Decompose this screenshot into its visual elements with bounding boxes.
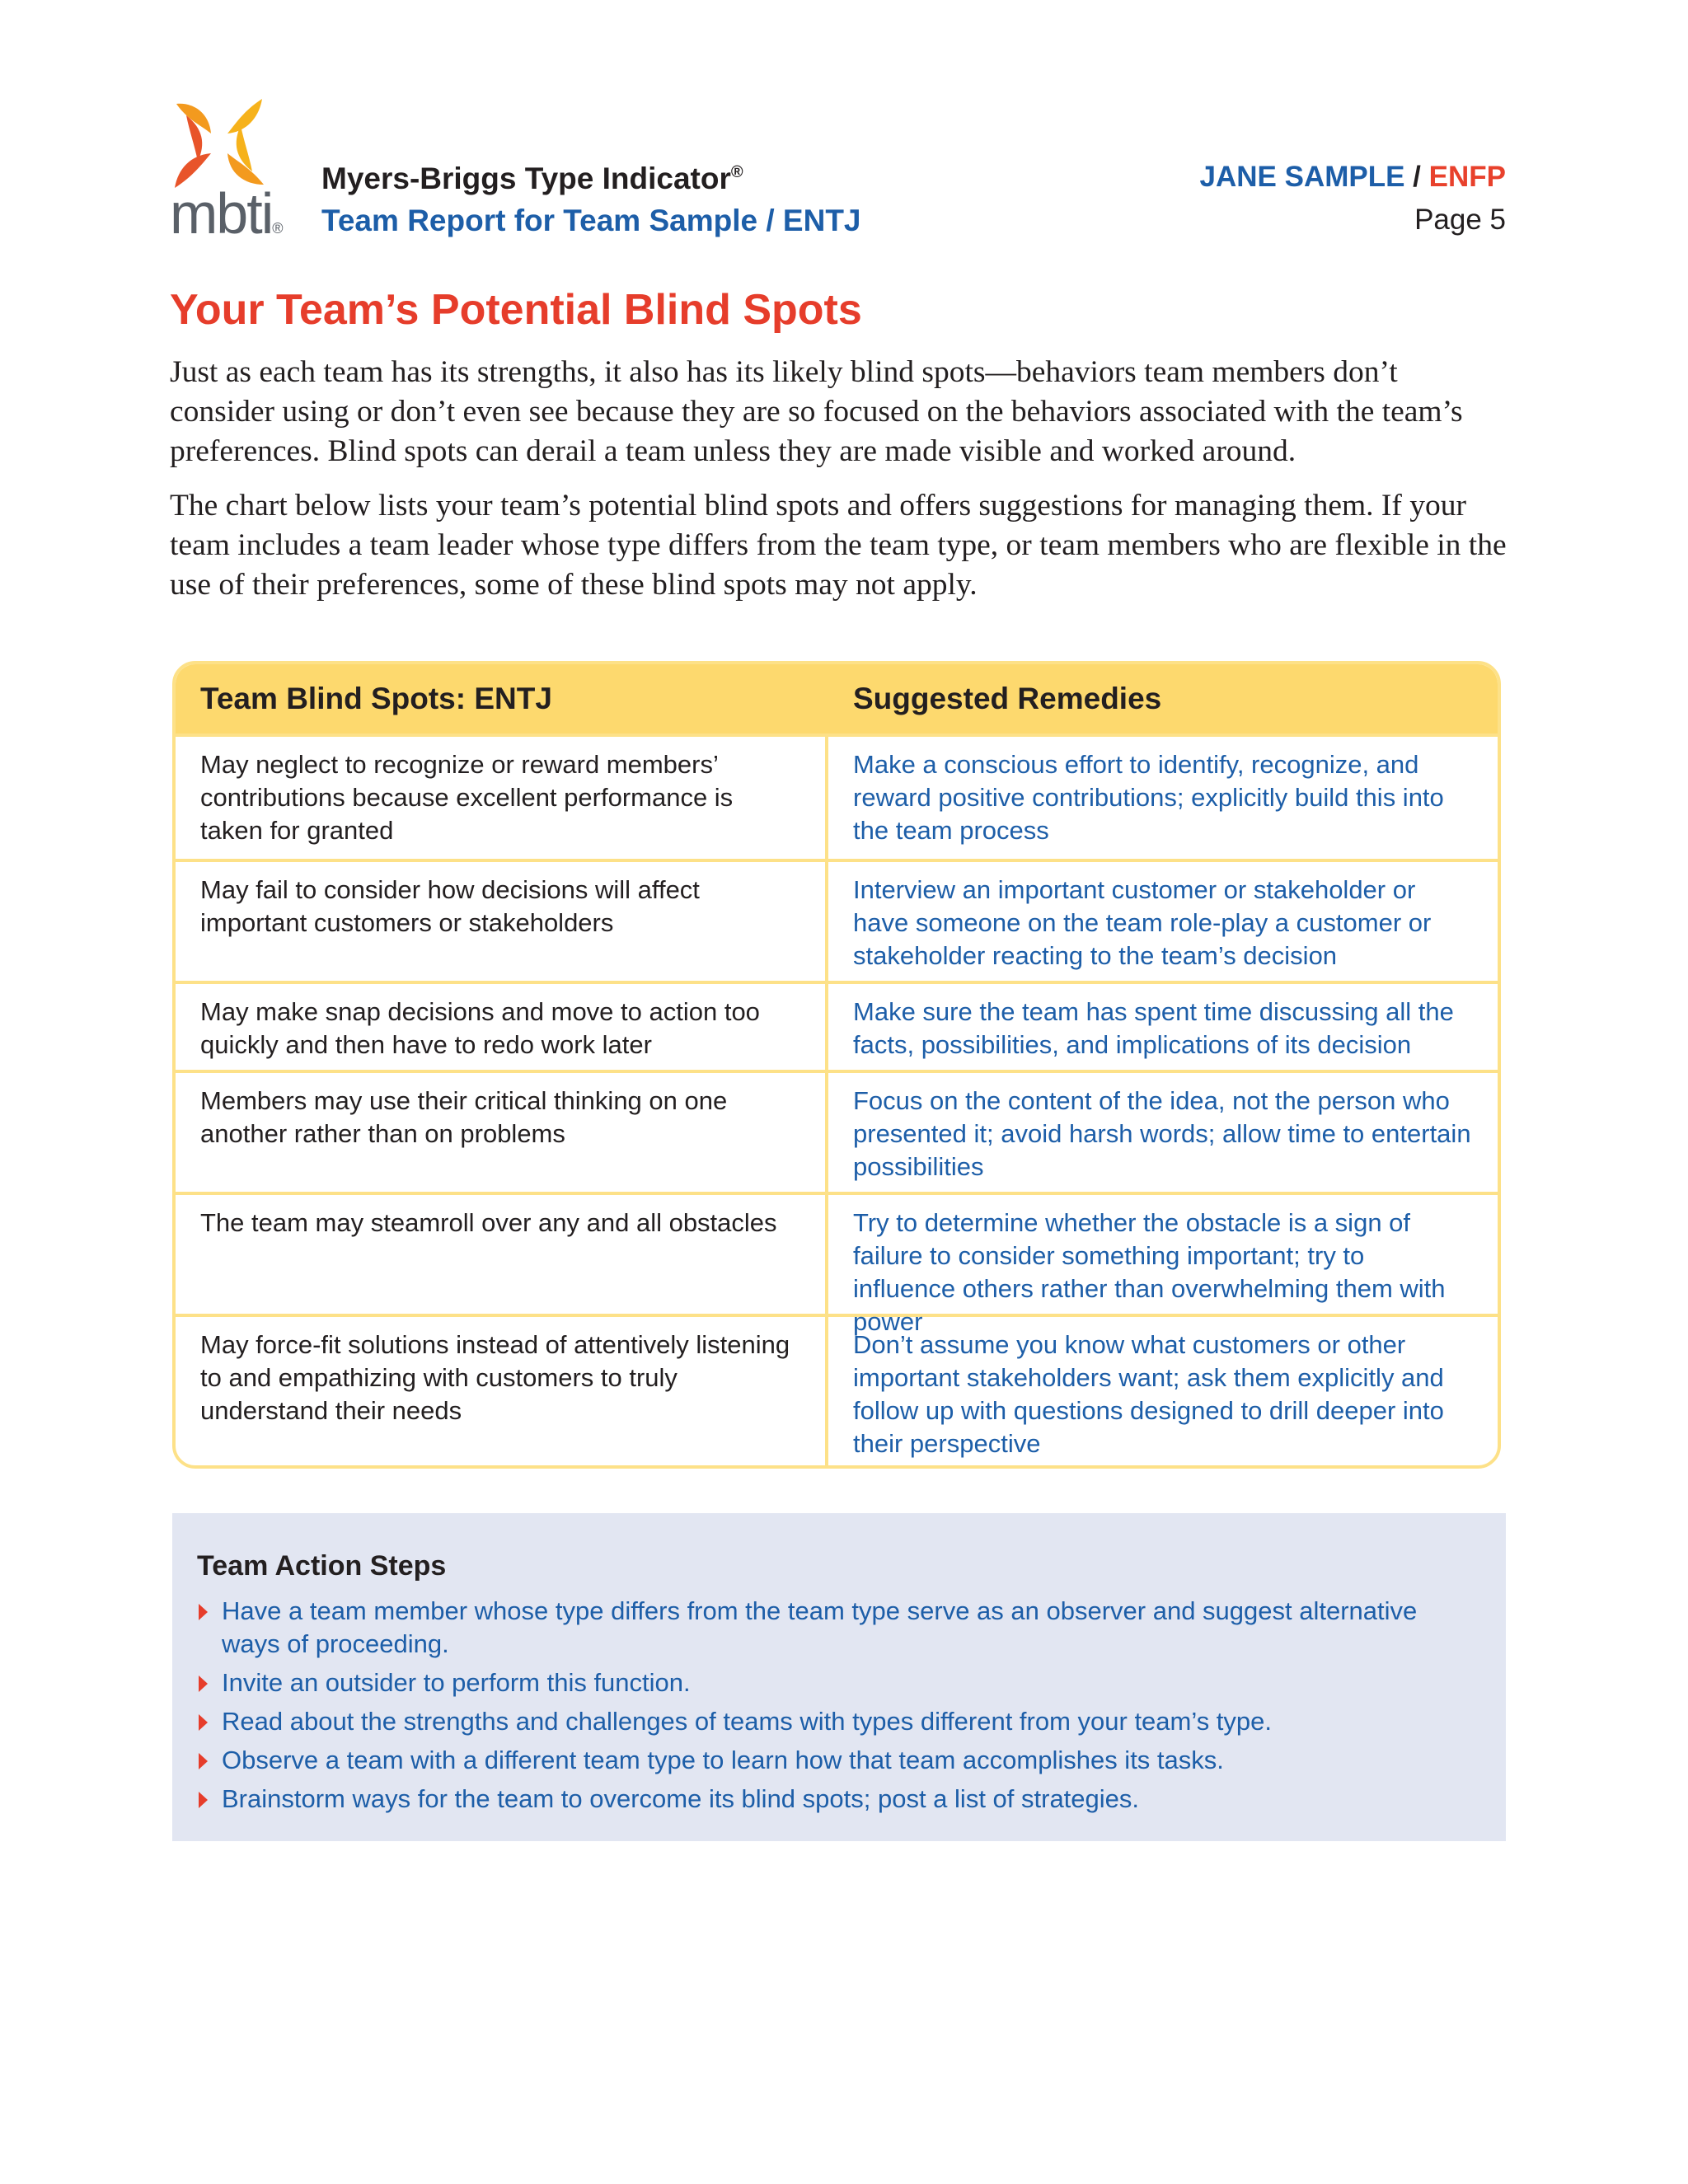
respondent-type: ENFP — [1428, 161, 1506, 193]
remedy-cell: Don’t assume you know what customers or other important stakeholders want; ask them explicitly and follow up with questions designed to drill deeper into their perspective — [853, 1330, 1444, 1458]
blind-spot-cell: May fail to consider how decisions will affect important customers or stakeholders — [176, 862, 828, 981]
list-item — [197, 1666, 1481, 1699]
mbti-logo-icon — [170, 96, 269, 190]
action-step-text: Invite an outsider to perform this function. — [222, 1667, 691, 1697]
report-instrument-title: Myers-Briggs Type Indicator® — [321, 162, 743, 195]
table-row — [176, 981, 1498, 1070]
intro-text — [170, 353, 1508, 620]
page-header — [0, 0, 1688, 272]
remedy-cell: Make sure the team has spent time discussing all the facts, possibilities, and implications of its decision — [853, 997, 1454, 1059]
action-step-text: Read about the strengths and challenges of teams with types different from your team’s type. — [222, 1706, 1273, 1736]
mbti-logo — [170, 96, 285, 244]
table-header — [176, 664, 1498, 733]
table-row — [176, 1070, 1498, 1192]
list-item — [197, 1744, 1481, 1777]
bullet-arrow-icon — [199, 1675, 208, 1692]
page-title: Your Team’s Potential Blind Spots — [170, 286, 862, 334]
table-row — [176, 1314, 1498, 1469]
column-header-blind-spots: Team Blind Spots: ENTJ — [200, 682, 552, 715]
bullet-arrow-icon — [199, 1604, 208, 1620]
remedy-cell: Interview an important customer or stakeholder or have someone on the team role-play a customer or stakeholder reacting to the team’s decision — [853, 875, 1432, 970]
team-action-steps-panel — [172, 1513, 1506, 1841]
report-subtitle: Team Report for Team Sample / ENTJ — [321, 204, 861, 237]
respondent-name-text: JANE SAMPLE — [1199, 161, 1405, 193]
action-step-text: Brainstorm ways for the team to overcome its blind spots; post a list of strategies. — [222, 1783, 1140, 1813]
table-row — [176, 859, 1498, 981]
blind-spot-cell: May neglect to recognize or reward members’ contributions because excellent performance is taken for granted — [176, 737, 828, 859]
remedy-cell: Try to determine whether the obstacle is a sign of failure to consider something important; try to influence others rather than overwhelming them with power — [853, 1208, 1446, 1336]
table-row — [176, 733, 1498, 859]
intro-paragraph-2: The chart below lists your team’s potential blind spots and offers suggestions for managing them. If your team includes a team leader whose type differs from the team type, or team members who are flexible in the use of their preferences, some of these blind spots may not apply. — [170, 489, 1507, 602]
blind-spot-cell: May force-fit solutions instead of attentively listening to and empathizing with customers to truly understand their needs — [176, 1317, 828, 1469]
remedy-cell: Focus on the content of the idea, not the person who presented it; avoid harsh words; allow time to entertain possibilities — [853, 1086, 1471, 1181]
blind-spots-table — [172, 661, 1501, 1469]
bullet-arrow-icon — [199, 1714, 208, 1731]
remedy-cell: Make a conscious effort to identify, recognize, and reward positive contributions; explicitly build this into the team process — [853, 750, 1444, 845]
blind-spot-cell: May make snap decisions and move to action too quickly and then have to redo work later — [176, 984, 828, 1070]
list-item — [197, 1783, 1481, 1816]
action-step-text: Observe a team with a different team type to learn how that team accomplishes its tasks. — [222, 1745, 1224, 1774]
bullet-arrow-icon — [199, 1792, 208, 1808]
table-row — [176, 1192, 1498, 1336]
name-separator: / — [1404, 161, 1429, 193]
action-steps-list — [197, 1595, 1481, 1816]
action-step-text: Have a team member whose type differs from the team type serve as an observer and suggest alternative ways of proceeding. — [222, 1596, 1418, 1658]
column-header-remedies: Suggested Remedies — [853, 682, 1162, 715]
intro-paragraph-1: Just as each team has its strengths, it also has its likely blind spots—behaviors team members don’t consider using or don’t even see because they are so focused on the behaviors associated with the team’s preferences. Blind spots can derail a team unless they are made visible and worked around. — [170, 355, 1463, 468]
list-item — [197, 1595, 1481, 1661]
logo-wordmark: mbti® — [170, 181, 282, 246]
page-number: Page 5 — [1414, 204, 1506, 236]
action-steps-title: Team Action Steps — [197, 1550, 447, 1582]
blind-spot-cell: Members may use their critical thinking on one another rather than on problems — [176, 1073, 828, 1192]
blind-spot-cell: The team may steamroll over any and all obstacles — [176, 1195, 828, 1314]
respondent-name — [1200, 162, 1506, 194]
list-item — [197, 1705, 1481, 1738]
bullet-arrow-icon — [199, 1753, 208, 1769]
